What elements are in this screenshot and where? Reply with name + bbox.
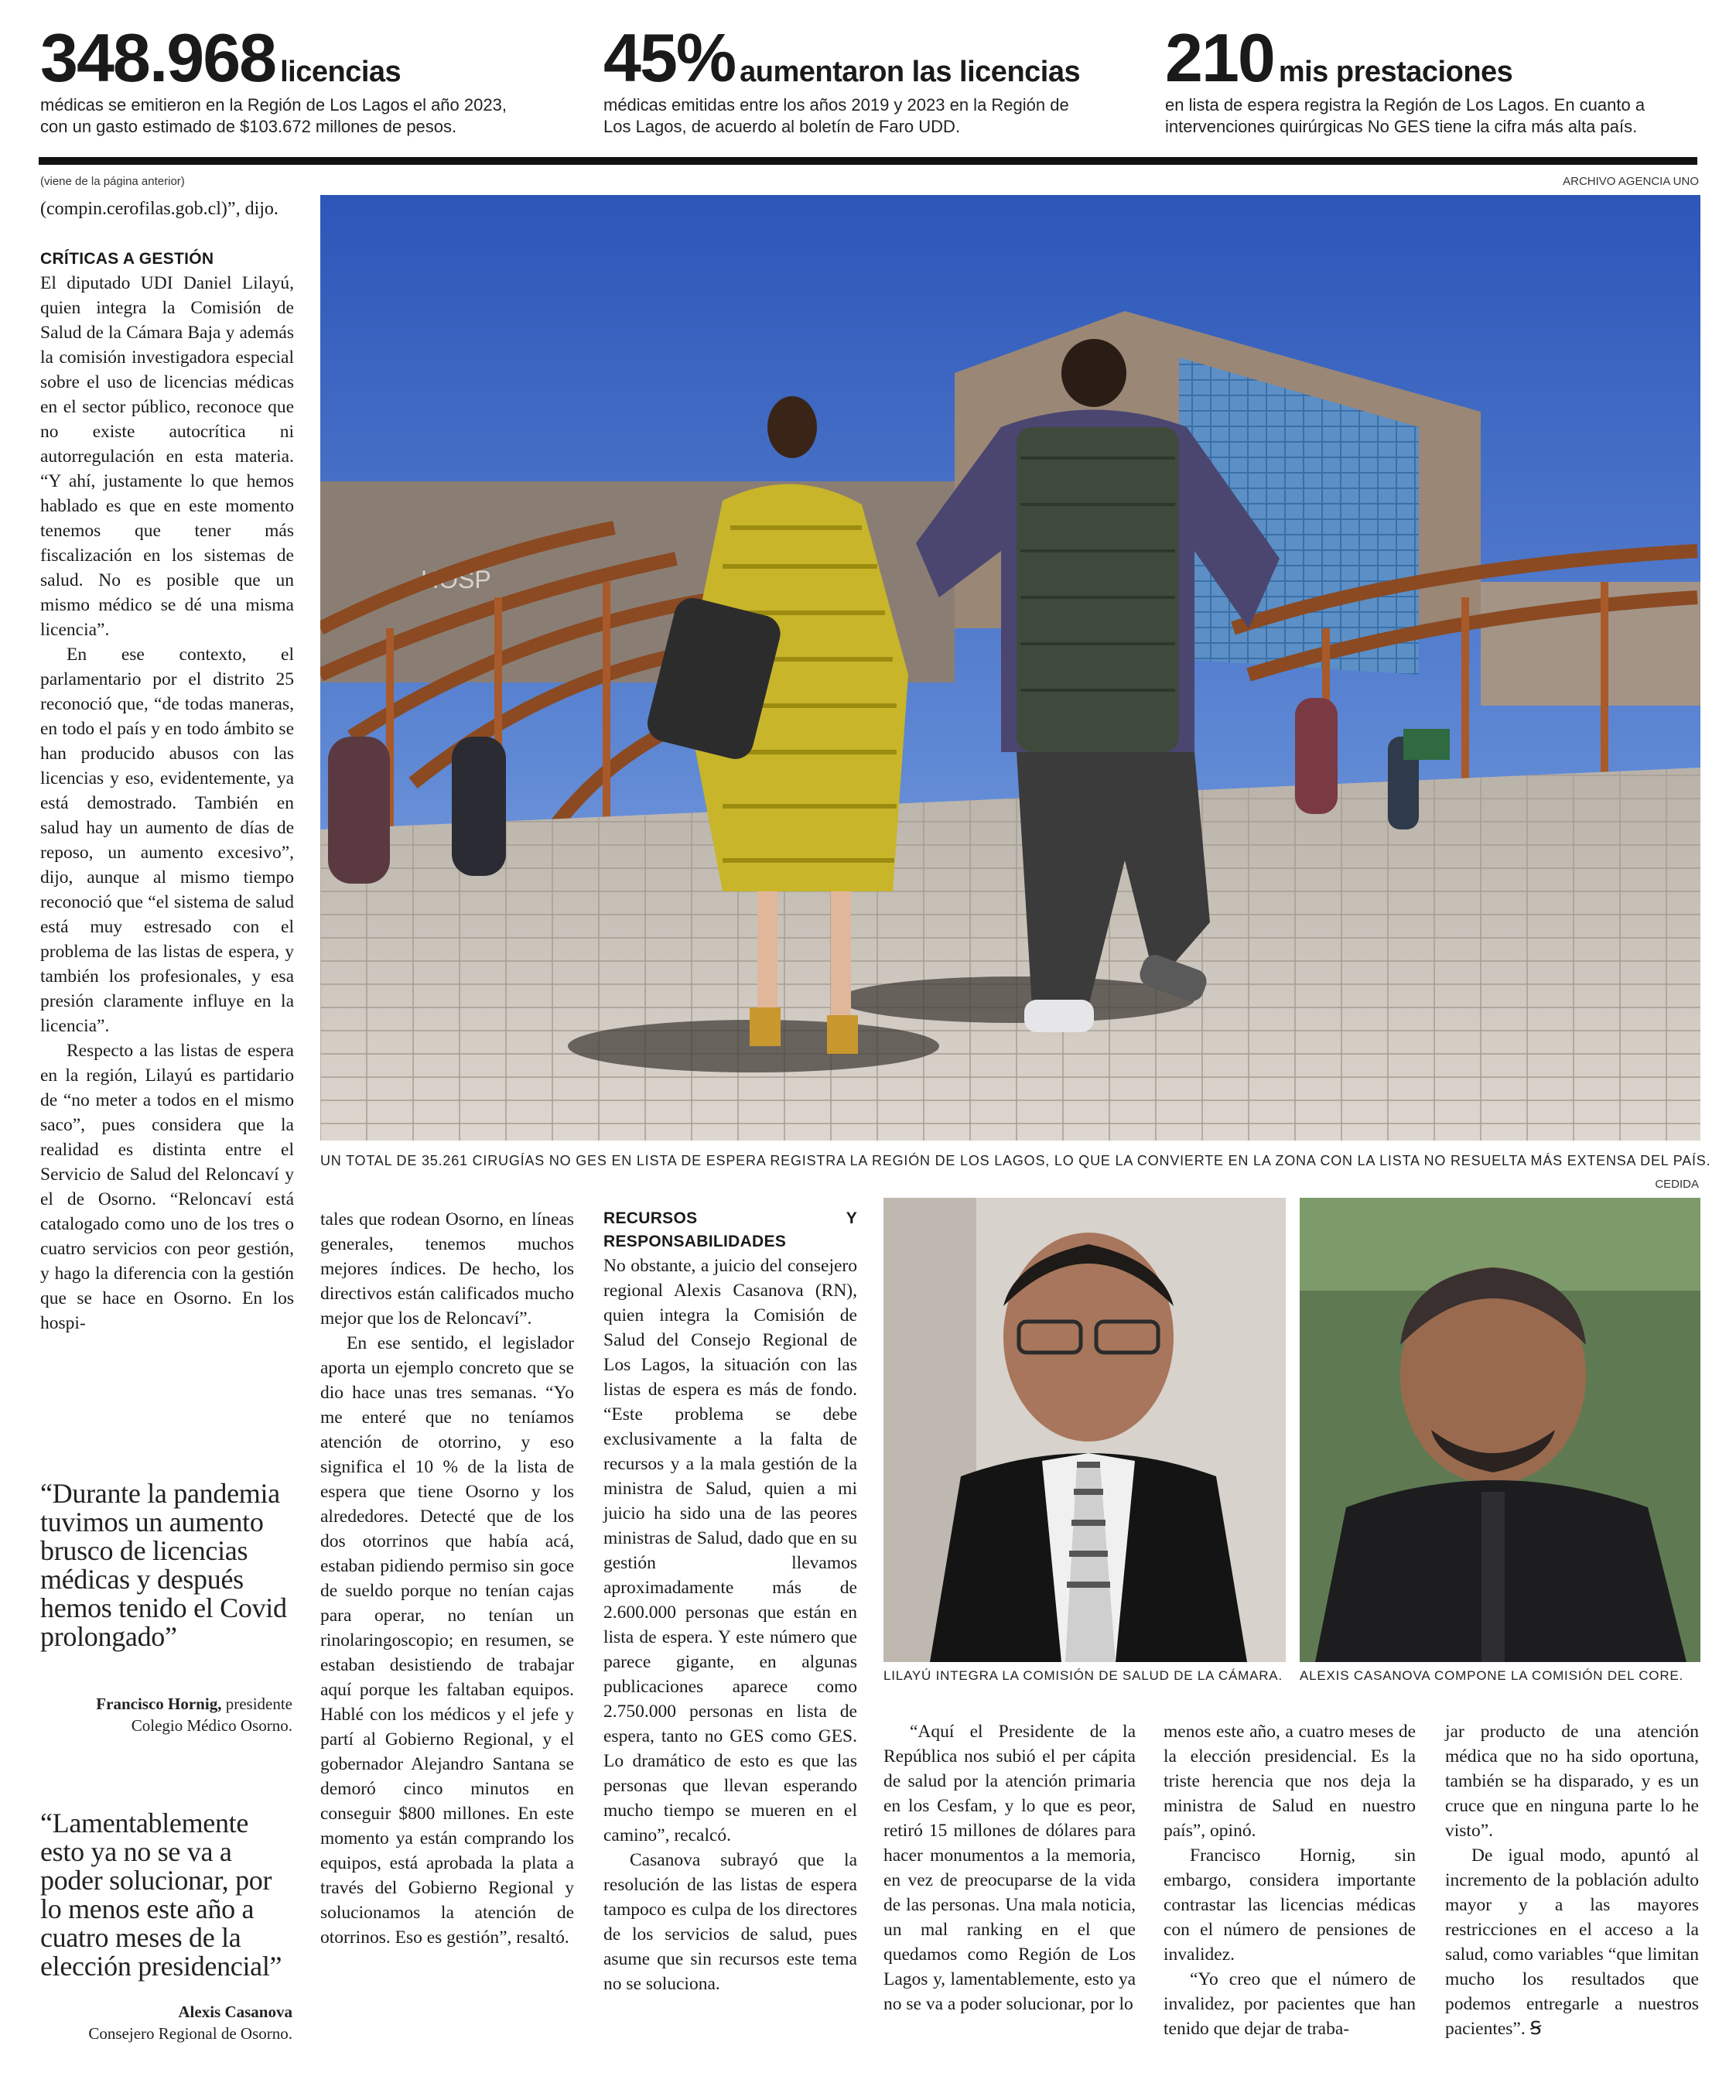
stat-prestaciones [1165,19,1707,138]
end-mark-icon: Ꞩ [1529,2019,1542,2039]
stat-number: 348.968 [40,19,276,96]
paragraph: El diputado UDI Daniel Lilayú, quien integra la Comisión de Salud de la Cámara Baja y además la comisión investigadora especial sobre el uso de licencias médicas en el sector público, reconoce que no existe autocrítica ni autorregulación en esta materia. “Y ahí, justamente lo que hemos hablado es que en este momento tenemos que tener más fiscalización en los sistemas de salud. No es posible que un mismo médico se dé una misma licencia”. [40,273,294,640]
column-1 [40,197,294,1336]
portrait-caption-lilayu: LILAYÚ INTEGRA LA COMISIÓN DE SALUD DE LA CÁMARA. [883,1668,1283,1683]
paragraph: “Aquí el Presidente de la República nos subió el per cápita de salud por la atención primaria en los Cesfam, y lo que es peor, retiró 15 millones de dólares para hacer monumentos a la memoria, en vez de preocuparse de la vida de las personas. Una mala noticia, un mal ranking en el que quedamos como Región de Los Lagos y, lamentablemente, esto ya no se va a poder solucionar, por lo [883,1722,1136,2014]
column-5 [1164,1719,1416,2041]
paragraph: En ese sentido, el legislador aporta un ejemplo concreto que se dio hace unas tres semanas. “Yo me enteré que no teníamos atención de otorrino, y eso significa el 10 % de la lista de espera que tiene Osorno y los alrededores. Detecté que de los dos otorrinos que había acá, estaban pidiendo permiso sin goce de sueldo porque no tenían cajas para operar, no tenían un rinolaringoscopio; en resumen, se estaban desistiendo de trabajar aquí porque les faltaban equipos. Hablé con los médicos y el jefe y partí al Gobierno Regional, y el gobernador Alejandro Santana se demoró cinco minutos en conseguir $800 millones. En este momento ya están comprando los equipos, está aprobada la plata a través del Gobierno Regional y solucionamos la atención de otorrinos. Eso es gestión”, resaltó. [320,1333,574,1948]
pull-quote-hornig: “Durante la pandemia tuvimos un aumento brusco de licencias médicas y después hemos tenido el Covid prolongado” [40,1478,287,1652]
paragraph: No obstante, a juicio del consejero regional Alexis Casanova (RN), quien integra la Comisión de Salud del Consejo Regional de Los Lagos, la situación con las listas de espera es más de fondo. “Este problema se debe exclusivamente a la falta de recursos y a la mala gestión de la ministra de Salud, quien a mi juicio ha sido una de las peores ministras de Salud, dado que en su gestión llevamos aproximadamente más de 2.600.000 personas que están en lista de espera. Y este número que parece gigante, en algunas publicaciones aparece como 2.750.000 personas en lista de espera, tanto no GES como GES. Lo dramático de esto es que las personas que llevan esperando mucho tiempo se mueren en el camino”, recalcó. [603,1256,857,1845]
stat-licencias [40,19,582,138]
column-6 [1445,1719,1699,2041]
paragraph: Francisco Hornig, sin embargo, considera importante contrastar las licencias médicas con el número de pensiones de invalidez. [1164,1845,1416,1965]
portrait-caption-casanova: ALEXIS CASANOVA COMPONE LA COMISIÓN DEL CORE. [1300,1668,1684,1683]
photo-credit-main: ARCHIVO AGENCIA UNO [1563,175,1699,188]
main-photo [320,195,1700,1141]
quote-source-hornig: Francisco Hornig, presidente Colegio Médico Osorno. [96,1695,292,1735]
stat-number: 45% [603,19,736,96]
stat-desc: en lista de espera registra la Región de Los Lagos. En cuanto a intervenciones quirúrgicas No GES tiene la cifra más alta país. [1165,95,1645,136]
subhead-recursos: RECURSOS Y RESPONSABILIDADES [603,1209,857,1250]
paragraph: Respecto a las listas de espera en la región, Lilayú es partidario de “no meter a todos en el mismo saco”, pues considera que la realidad es distinta entre el Servicio de Salud del Reloncaví y el de Osorno. “Reloncaví está catalogado como uno de los tres o cuatro servicios con peor gestión, y hago la diferencia con la gestión que se hace en Osorno. En los hospi- [40,1041,294,1333]
pull-quote-casanova: “Lamentablemente esto ya no se va a poder solucionar, por lo menos este año a cuatro meses de la elección presidencial” [40,1808,282,1982]
paragraph: menos este año, a cuatro meses de la elección presidencial. Es la triste herencia que nos deja la ministra de Salud en nuestro país”, opinó. [1164,1722,1416,1841]
column-2 [320,1207,574,1950]
paragraph: De igual modo, apuntó al incremento de la población adulto mayor y a las mayores restricciones en el acceso a la salud, como variables “que limitan mucho los resultados que podemos entregarle a nuestros pacientes”. Ꞩ [1445,1845,1699,2039]
main-photo-caption: UN TOTAL DE 35.261 CIRUGÍAS NO GES EN LISTA DE ESPERA REGISTRA LA REGIÓN DE LOS LAGOS, LO QUE LA CONVIERTE EN LA ZONA CON LA LISTA NO RESUELTA MÁS EXTENSA DEL PAÍS. [320,1153,1711,1168]
stat-label: licencias [280,56,402,88]
portrait-lilayu [883,1198,1286,1662]
stat-label: mis prestaciones [1278,56,1513,88]
opening-text: (compin.cerofilas.gob.cl)”, dijo. [40,199,279,219]
paragraph: Casanova subrayó que la resolución de las listas de espera tampoco es culpa de los directores de los servicios de salud, pues asume que sin recursos este tema no se soluciona. [603,1850,857,1994]
stat-desc: médicas se emitieron en la Región de Los Lagos el año 2023, con un gasto estimado de $103.672 millones de pesos. [40,95,507,136]
column-4 [883,1719,1136,2016]
column-3 [603,1207,857,1996]
hospital-sign: HOSP [421,566,491,593]
continued-note: (viene de la página anterior) [40,175,185,188]
portrait-casanova [1300,1198,1700,1662]
subhead-criticas: CRÍTICAS A GESTIÓN [40,250,214,268]
photo-credit-small: CEDIDA [1655,1178,1699,1191]
paragraph: En ese contexto, el parlamentario por el distrito 25 reconoció que, “de todas maneras, en todo el país y en todo ámbito se han producido abusos con las licencias y eso, evidentemente, ya está demostrado. También en salud hay un aumento de días de reposo, un aumento excesivo”, dijo, aunque al mismo tiempo reconoció que “el sistema de salud está muy estresado con el problema de las listas de espera, y también los profesionales, y esa presión claramente influye en la licencia”. [40,645,294,1036]
paragraph: “Yo creo que el número de invalidez, por pacientes que han tenido que dejar de traba- [1164,1969,1416,2039]
top-rule [39,157,1697,165]
stat-number: 210 [1165,19,1274,96]
paragraph: tales que rodean Osorno, en líneas generales, tenemos muchos mejores índices. De hecho, los directivos están calificados mucho mejor que los de Reloncaví”. [320,1209,574,1329]
quote-source-casanova: Alexis Casanova Consejero Regional de Osorno. [88,2003,292,2043]
stat-desc: médicas emitidas entre los años 2019 y 2023 en la Región de Los Lagos, de acuerdo al boletín de Faro UDD. [603,95,1069,136]
paragraph: jar producto de una atención médica que no ha sido oportuna, también se ha disparado, y es un cruce que en ninguna parte lo he visto”. [1445,1722,1699,1841]
stat-aumento [603,19,1145,138]
stat-label: aumentaron las licencias [740,56,1081,88]
